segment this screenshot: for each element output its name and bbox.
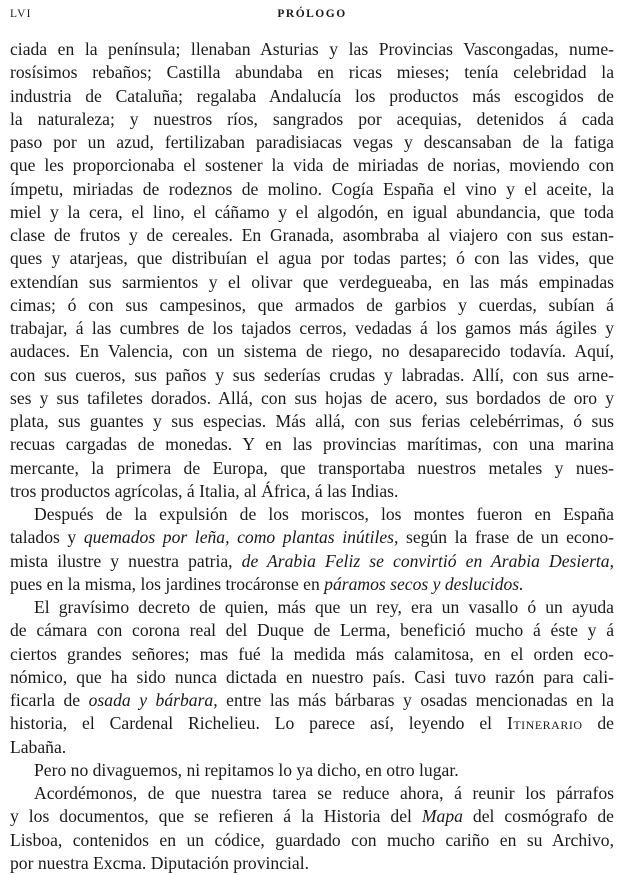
text-line: [10, 550, 614, 573]
text-span: ciertos grandes señores; mas fué la medida más calamitosa, en el orden eco-: [10, 643, 614, 664]
text-span: recuas cargadas de monedas. Y en las provincias marítimas, con una marina: [10, 434, 614, 455]
text-span: Después de la expulsión de los moriscos, los montes fueron en España: [34, 504, 614, 524]
text-span: cimas; ó con sus campesinos, que armados de garbios y cuerdas, subían á: [10, 294, 614, 315]
text-line: [10, 573, 614, 596]
text-line: [10, 805, 614, 828]
text-line: [10, 526, 614, 549]
text-span: por nuestra Excma. Diputación provincial.: [10, 852, 309, 873]
text-span: Lisboa, contenidos en un códice, guardado con mucho cariño en su Archivo,: [10, 829, 614, 850]
text-span: talados y: [10, 527, 84, 548]
body-text: [10, 38, 614, 875]
text-line: [10, 666, 614, 689]
text-line: [10, 829, 614, 852]
text-span: plata, sus guantes y sus especias. Más allá, con sus ferias celebérrimas, ó sus: [10, 411, 614, 431]
text-line: [10, 433, 614, 456]
text-span: tros productos agrícolas, á Italia, al África, á las Indias.: [10, 480, 399, 501]
text-line: [10, 61, 614, 84]
text-span: industria de Cataluña; regalaba Andalucía los productos más escogidos de: [10, 85, 614, 106]
page-number: LVI: [10, 8, 32, 20]
text-line: [10, 294, 614, 317]
text-span: Pero no divaguemos, ni repitamos lo ya dicho, en otro lugar.: [34, 759, 459, 780]
text-span: que les proporcionaba el sostener la vida de miriadas de norias, moviendo con: [10, 155, 614, 176]
text-span: audaces. En Valencia, con un sistema de riego, no desaparecido todavía. Aquí,: [10, 341, 614, 362]
text-line: [10, 154, 614, 177]
text-span: El gravísimo decreto de quien, más que un rey, era un vasallo ó un ayuda: [34, 597, 614, 617]
text-line: [10, 596, 614, 619]
italic-text: páramos secos y deslucidos.: [324, 573, 524, 594]
text-span: nómico, que ha sido nunca dictada en nuestro país. Casi tuvo razón para cali-: [10, 666, 614, 687]
text-line: [10, 619, 614, 642]
small-caps-text: Itinerario: [506, 713, 583, 734]
text-span: la naturaleza; y nuestros ríos, sangrados por acequias, detenidos á cada: [10, 108, 614, 129]
text-span: trabajar, á las cumbres de los tajados cerros, vedadas á los gamos más ágiles y: [10, 318, 614, 338]
text-line: [10, 457, 614, 480]
text-span: mercante, la primera de Europa, que transportaba nuestros metales y nues-: [10, 457, 614, 478]
text-span: historia, el Cardenal Richelieu. Lo parece así, leyendo el: [10, 713, 507, 734]
text-line: [10, 38, 614, 61]
text-line: [10, 364, 614, 387]
text-span: clase de frutos y de cereales. En Granada, asombraba al viajero con sus estan-: [10, 225, 614, 245]
text-span: pues en la misma, los jardines trocáronse en: [10, 573, 325, 594]
text-line: [10, 689, 614, 712]
text-line: [10, 782, 614, 805]
text-line: [10, 410, 614, 433]
text-line: [10, 852, 614, 875]
text-span: según la frase de un econo-: [398, 527, 614, 548]
text-line: [10, 736, 614, 759]
text-span: con sus cueros, sus paños y sus sederías crudas y labradas. Allí, con sus arne-: [10, 364, 614, 385]
italic-text: de Arabia Feliz se convirtió en Arabia Desierta,: [241, 550, 614, 571]
text-line: [10, 178, 614, 201]
text-line: [10, 317, 614, 340]
text-span: ímpetu, miriadas de rodeznos de molino. Cogía España el vino y el aceite, la: [10, 178, 614, 199]
text-span: Labaña.: [10, 736, 67, 757]
text-span: del cosmógrafo de: [462, 806, 614, 827]
text-line: [10, 224, 614, 247]
book-page: [10, 8, 614, 875]
text-line: [10, 85, 614, 108]
text-span: mista ilustre y nuestra patria,: [10, 550, 242, 571]
text-line: [10, 712, 614, 735]
text-span: extendían sus sarmientos y el olivar que verdegueaba, en las más empinadas: [10, 271, 614, 292]
italic-text: Mapa: [421, 806, 463, 827]
text-span: ficarla de: [10, 690, 89, 710]
text-line: [10, 340, 614, 363]
text-line: [10, 108, 614, 131]
text-span: ques y atarjeas, que distribuían el agua por todas partes; ó con las vides, que: [10, 248, 614, 269]
page-header: [10, 8, 614, 30]
text-span: miel y la cera, el lino, el cáñamo y el algodón, en igual abundancia, que toda: [10, 201, 614, 222]
text-line: [10, 201, 614, 224]
text-line: [10, 503, 614, 526]
text-span: y los documentos, que se refieren á la Historia del: [10, 806, 422, 827]
text-line: [10, 387, 614, 410]
text-span: entre las más bárbaras y osadas mencionadas en la: [217, 690, 615, 710]
text-span: ciada en la península; llenaban Asturias y las Provincias Vascongadas, nume-: [10, 39, 614, 59]
text-line: [10, 247, 614, 270]
text-span: paso por un azud, fertilizaban paradisiacas vegas y descansaban de la fatiga: [10, 132, 614, 152]
text-span: Acordémonos, de que nuestra tarea se reduce ahora, á reunir los párrafos: [34, 783, 614, 803]
text-line: [10, 271, 614, 294]
text-line: [10, 131, 614, 154]
text-line: [10, 643, 614, 666]
running-head: PRÓLOGO: [277, 8, 347, 20]
text-line: [10, 480, 614, 503]
text-span: de cámara con corona real del Duque de Lerma, benefició mucho á éste y á: [10, 620, 614, 641]
italic-text: quemados por leña, como plantas inútiles,: [83, 527, 399, 548]
text-line: [10, 759, 614, 782]
text-span: rosísimos rebaños; Castilla abundaba en ricas mieses; tenía celebridad la: [10, 62, 614, 83]
text-span: ses y sus tafiletes dorados. Allá, con sus hojas de acero, sus bordados de oro y: [10, 387, 614, 408]
text-span: de: [582, 713, 614, 734]
italic-text: osada y bárbara,: [88, 690, 218, 710]
